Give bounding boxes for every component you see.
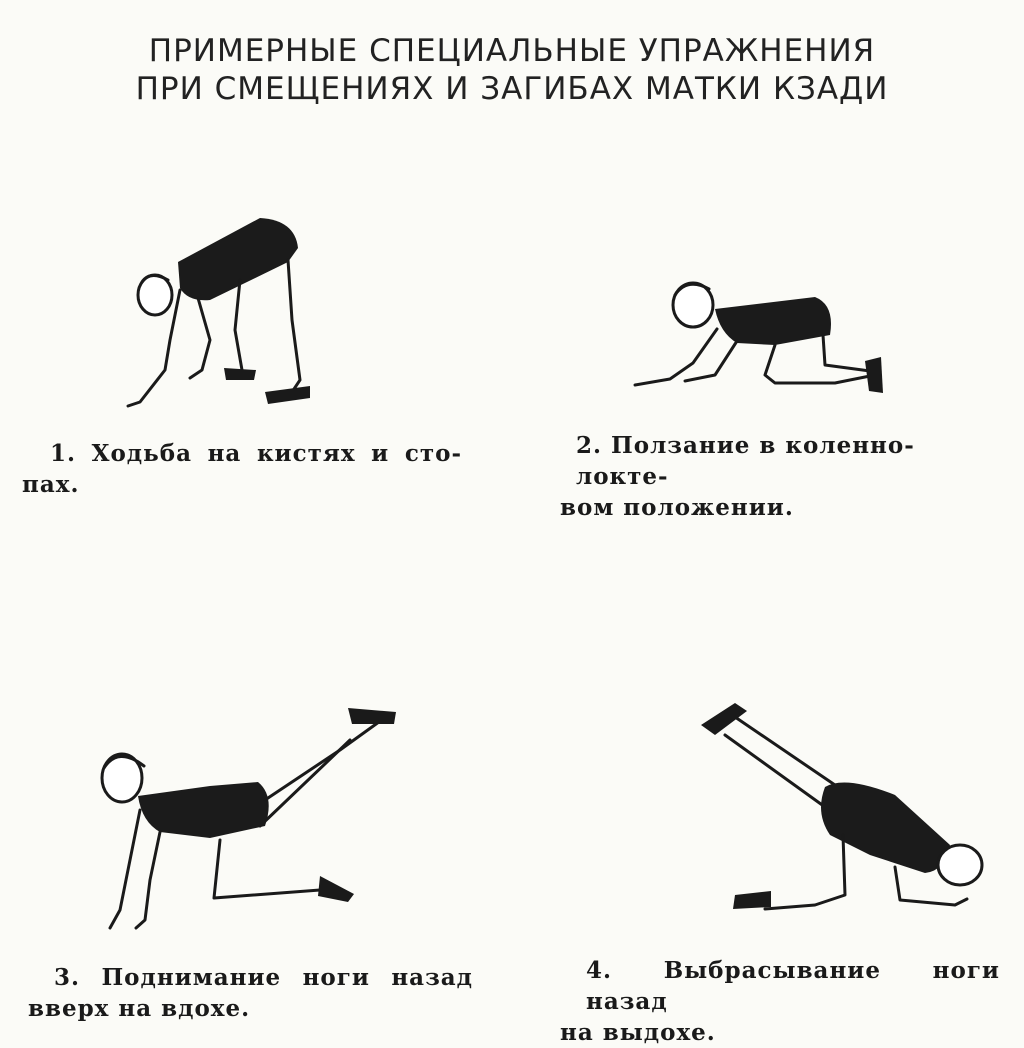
exercise-caption-3 <box>28 962 473 1024</box>
exercise-number: 3. <box>54 964 81 991</box>
exercise-text-line-2: на выдохе. <box>560 1019 716 1046</box>
walking-on-hands-and-feet-figure <box>110 200 330 420</box>
exercise-text-line-1: Поднимание ноги назад <box>101 964 473 991</box>
exercise-number: 1. <box>50 440 77 467</box>
exercise-text-line-1: Выбрасывание ноги назад <box>586 957 1000 1015</box>
exercise-text-line-2: пах. <box>22 471 80 498</box>
exercise-caption-2 <box>560 430 990 523</box>
page-title-line-2: ПРИ СМЕЩЕНИЯХ И ЗАГИБАХ МАТКИ КЗАДИ <box>135 71 889 107</box>
exercise-text-line-1: Ползание в коленно-локте- <box>576 432 915 490</box>
exercise-caption-4 <box>560 955 1000 1048</box>
leg-raise-back-up-figure <box>90 700 405 940</box>
exercise-text-line-2: вверх на вдохе. <box>28 995 251 1022</box>
exercise-caption-1 <box>22 438 462 500</box>
exercise-text-line-1: Ходьба на кистях и сто- <box>91 440 462 467</box>
exercise-text-line-2: вом положении. <box>560 494 794 521</box>
crawling-knee-elbow-figure <box>625 275 890 415</box>
exercise-number: 4. <box>586 957 613 984</box>
exercise-number: 2. <box>576 432 603 459</box>
leg-kick-back-figure <box>695 695 990 925</box>
page-title-line-1: ПРИМЕРНЫЕ СПЕЦИАЛЬНЫЕ УПРАЖНЕНИЯ <box>148 33 876 69</box>
